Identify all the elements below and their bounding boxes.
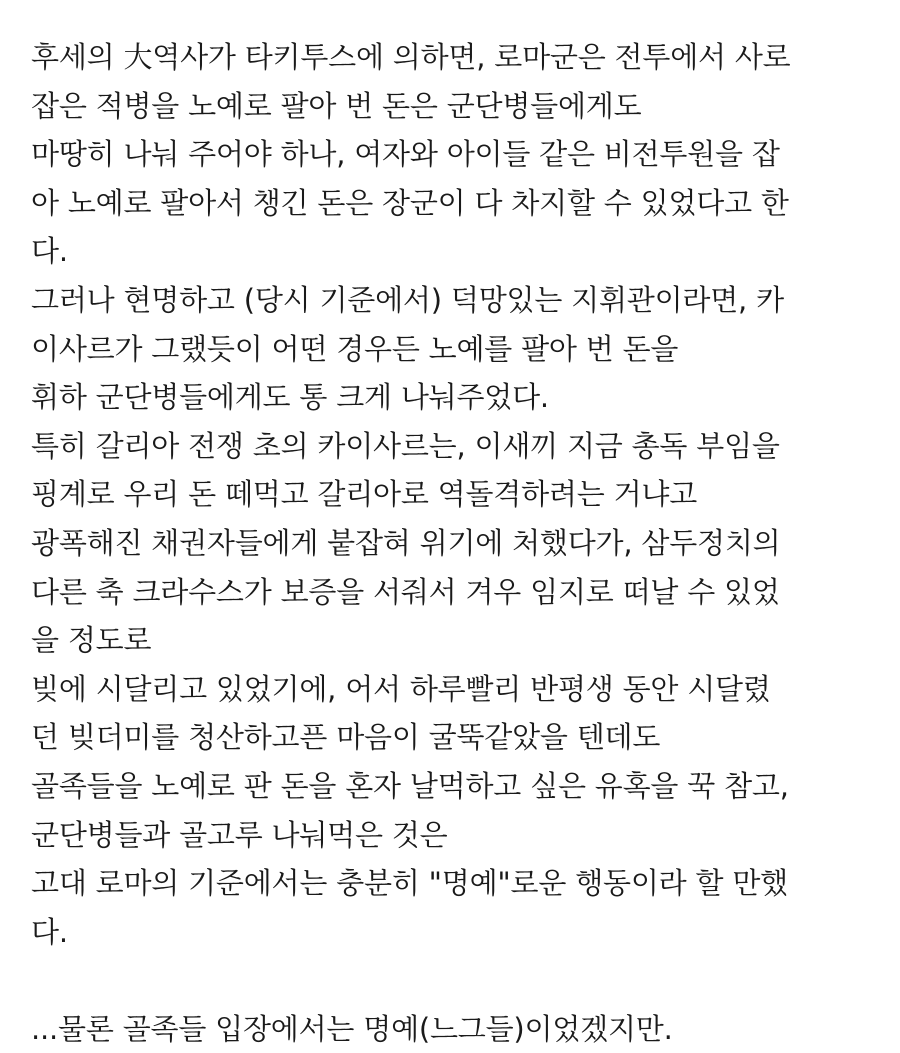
- text-line: 다른 축 크라수스가 보증을 서줘서 겨우 임지로 떠날 수 있었: [31, 574, 780, 609]
- text-line: 다.: [31, 234, 68, 269]
- closing-line: ...물론 골족들 입장에서는 명예(느그들)이었겠지만.: [31, 1011, 673, 1046]
- text-line: 마땅히 나눠 주어야 하나, 여자와 아이들 같은 비전투원을 잡: [31, 137, 780, 172]
- text-line: 특히 갈리아 전쟁 초의 카이사르는, 이새끼 지금 총독 부임을: [31, 428, 780, 463]
- text-line: 휘하 군단병들에게도 통 크게 나눠주었다.: [31, 380, 549, 415]
- text-line: 후세의 大역사가 타키투스에 의하면, 로마군은 전투에서 사로: [31, 40, 791, 74]
- text-line: 고대 로마의 기준에서는 충분히 "명예"로운 행동이라 할 만했: [31, 866, 788, 901]
- paragraph-gap: [31, 956, 891, 1005]
- text-line: 아 노예로 팔아서 챙긴 돈은 장군이 다 차지할 수 있었다고 한: [31, 185, 789, 220]
- text-line: 핑계로 우리 돈 떼먹고 갈리아로 역돌격하려는 거냐고: [31, 477, 698, 512]
- text-line: 잡은 적병을 노예로 팔아 번 돈은 군단병들에게도: [31, 88, 642, 123]
- text-line: 그러나 현명하고 (당시 기준에서) 덕망있는 지휘관이라면, 카: [31, 282, 784, 317]
- text-line: 던 빚더미를 청산하고픈 마음이 굴뚝같았을 텐데도: [31, 720, 661, 755]
- text-line: 광폭해진 채권자들에게 붙잡혀 위기에 처했다가, 삼두정치의: [31, 525, 781, 560]
- text-line: 골족들을 노예로 판 돈을 혼자 날먹하고 싶은 유혹을 꾹 참고,: [31, 768, 789, 803]
- text-line: 을 정도로: [31, 623, 152, 658]
- text-line: 다.: [31, 914, 68, 949]
- text-line: 군단병들과 골고루 나눠먹은 것은: [31, 817, 448, 852]
- text-line: 이사르가 그랬듯이 어떤 경우든 노예를 팔아 번 돈을: [31, 331, 679, 366]
- document-body: [31, 33, 891, 1053]
- text-line: 빚에 시달리고 있었기에, 어서 하루빨리 반평생 동안 시달렸: [31, 671, 771, 706]
